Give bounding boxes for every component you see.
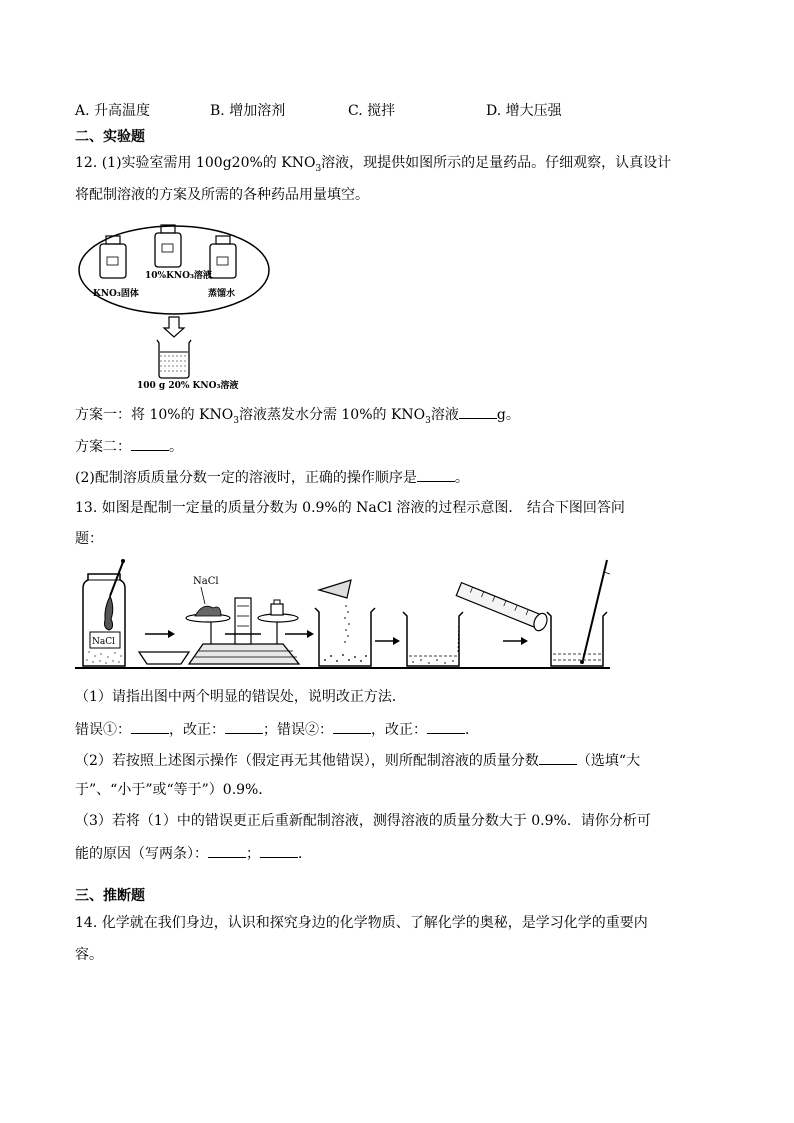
answer-blank[interactable] bbox=[459, 404, 497, 419]
q13-p2-line1 bbox=[75, 750, 640, 770]
q13-p3-line2 bbox=[75, 843, 312, 863]
q12-line1 bbox=[75, 154, 671, 172]
answer-blank[interactable] bbox=[131, 719, 169, 734]
figure-ellipse bbox=[79, 226, 269, 314]
right-arrow-icon bbox=[285, 630, 314, 638]
beaker-icon bbox=[157, 340, 191, 378]
scale-label: NaCl bbox=[193, 576, 219, 587]
err-text-c: ；错误②： bbox=[263, 722, 333, 738]
part2-text-a: (2)配制溶质质量分数一定的溶液时，正确的操作顺序是 bbox=[75, 470, 417, 486]
err-text-e: ． bbox=[465, 722, 479, 738]
plan1-sub2: 3 bbox=[425, 415, 431, 426]
q13-line2: 题： bbox=[75, 531, 103, 547]
down-arrow-icon bbox=[164, 317, 184, 337]
q12-text-b: 溶液，现提供如图所示的足量药品。仔细观察，认真设计 bbox=[321, 155, 672, 171]
beaker-pouring-icon bbox=[315, 580, 375, 666]
q13-errors bbox=[75, 719, 479, 739]
plan2-text-b: 。 bbox=[169, 439, 183, 455]
bottle-distilled-water-icon bbox=[210, 236, 236, 278]
q12-text-a: 12. (1)实验室需用 100g20%的 KNO bbox=[75, 155, 316, 171]
beaker-cylinder-icon bbox=[403, 581, 549, 666]
err-text-a: 错误①： bbox=[75, 722, 131, 738]
q13-p3-line1: （3）若将（1）中的错误更正后重新配制溶液，测得溶液的质量分数大于 0.9%．请你分析可 bbox=[75, 813, 651, 829]
plan1-text-b: 溶液蒸发水分需 10%的 KNO bbox=[238, 407, 426, 423]
right-arrow-icon bbox=[375, 637, 400, 645]
bottle-kno3-solution-icon bbox=[155, 225, 181, 267]
plan1-text-a: 方案一：将 10%的 KNO bbox=[75, 407, 234, 423]
q12-figure bbox=[75, 222, 275, 392]
plan1-text-c: 溶液 bbox=[430, 407, 459, 423]
plan2-text-a: 方案二： bbox=[75, 439, 131, 455]
beaker-thermometer-icon bbox=[547, 560, 610, 666]
answer-blank[interactable] bbox=[131, 436, 169, 451]
option-d: D. 增大压强 bbox=[486, 103, 562, 119]
p2-text-a: （2）若按照上述图示操作（假定再无其他错误），则所配制溶液的质量分数 bbox=[75, 753, 539, 769]
q12-sub: 3 bbox=[315, 163, 322, 174]
answer-blank[interactable] bbox=[208, 843, 246, 858]
plan1-text-d: g。 bbox=[496, 407, 520, 423]
q13-p2-line2: 于”、“小于”或“等于”）0.9%． bbox=[75, 782, 273, 798]
err-text-b: ，改正： bbox=[169, 722, 225, 738]
p3-text-a: 能的原因（写两条）： bbox=[75, 846, 208, 862]
p2-text-b: （选填“大 bbox=[576, 753, 641, 769]
label-bottle3: 蒸馏水 bbox=[208, 289, 236, 299]
answer-blank[interactable] bbox=[417, 467, 455, 482]
answer-blank[interactable] bbox=[539, 750, 577, 765]
label-bottle1: KNO₃固体 bbox=[93, 289, 139, 299]
option-c: C. 搅拌 bbox=[348, 103, 396, 119]
q12-part2 bbox=[75, 467, 469, 487]
option-b: B. 增加溶剂 bbox=[210, 103, 286, 119]
q13-figure bbox=[75, 556, 610, 674]
answer-blank[interactable] bbox=[225, 719, 263, 734]
weighing-boat-icon bbox=[139, 652, 189, 664]
balance-scale-icon bbox=[186, 598, 299, 664]
plan1-sub1: 3 bbox=[233, 415, 239, 426]
q13-line1: 13. 如图是配制一定量的质量分数为 0.9%的 NaCl 溶液的过程示意图． 结合下图回答问 bbox=[75, 500, 625, 516]
p3-text-c: ． bbox=[298, 846, 312, 862]
q12-plan2 bbox=[75, 436, 183, 456]
q12-line2: 将配制溶液的方案及所需的各种药品用量填空。 bbox=[75, 187, 369, 203]
q14-line2: 容。 bbox=[75, 947, 103, 963]
option-a: A. 升高温度 bbox=[75, 103, 151, 119]
answer-blank[interactable] bbox=[333, 719, 371, 734]
err-text-d: ，改正： bbox=[371, 722, 427, 738]
answer-blank[interactable] bbox=[427, 719, 465, 734]
right-arrow-icon bbox=[503, 637, 528, 645]
section-title-experiment: 二、实验题 bbox=[75, 129, 145, 145]
answer-blank[interactable] bbox=[260, 843, 298, 858]
section-title-inference: 三、推断题 bbox=[75, 888, 145, 904]
nacl-jar-icon bbox=[83, 559, 125, 666]
jar-label: NaCl bbox=[92, 637, 116, 647]
label-beaker: 100 g 20% KNO₃溶液 bbox=[137, 381, 239, 391]
label-bottle2: 10%KNO₃溶液 bbox=[145, 271, 212, 281]
p3-text-b: ； bbox=[246, 846, 260, 862]
q13-p1: （1）请指出图中两个明显的错误处，说明改正方法． bbox=[75, 689, 406, 705]
q14-line1: 14. 化学就在我们身边，认识和探究身边的化学物质、了解化学的奥秘，是学习化学的重要内 bbox=[75, 915, 648, 931]
right-arrow-icon bbox=[145, 630, 175, 638]
q12-plan1 bbox=[75, 404, 520, 424]
bottle-kno3-solid-icon bbox=[100, 236, 126, 278]
part2-text-b: 。 bbox=[454, 470, 469, 486]
